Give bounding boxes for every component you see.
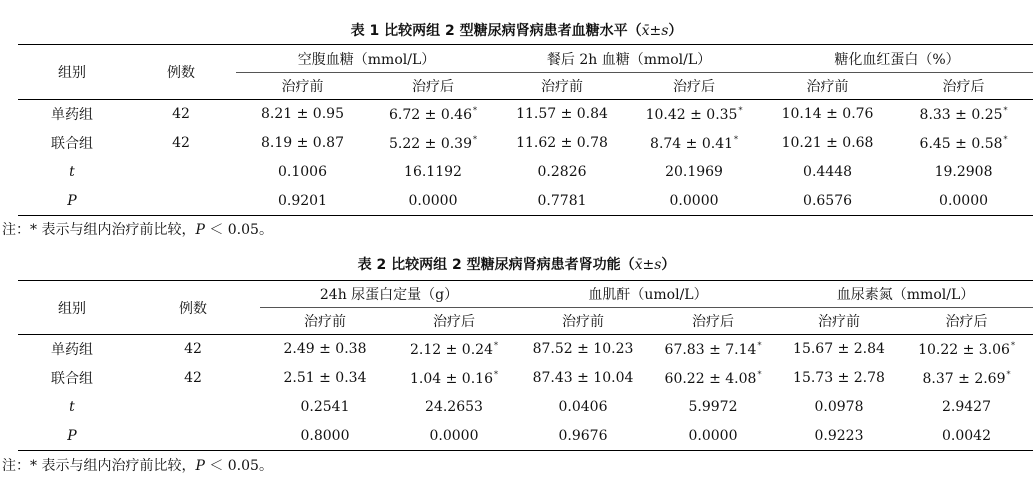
cell-value: 0.4448	[803, 164, 853, 180]
table2-header-count: 例数	[126, 281, 260, 335]
row-count	[126, 393, 260, 422]
cell-value: 0.9201	[278, 192, 327, 209]
table1	[18, 44, 1033, 216]
table-cell	[894, 158, 1033, 187]
cell-value: 15.67 ± 2.84	[793, 341, 885, 358]
cell-value: 0.0406	[558, 399, 608, 415]
table-cell	[894, 187, 1033, 216]
table-cell	[627, 158, 761, 187]
cell-value: 15.73 ± 2.78	[793, 370, 885, 386]
table-cell	[497, 158, 627, 187]
table2-subheader: 治疗后	[433, 314, 475, 330]
table-row	[18, 129, 1033, 158]
row-label: P	[67, 427, 77, 444]
table-cell	[369, 129, 497, 158]
table-cell	[497, 129, 627, 158]
cell-value: 0.0000	[688, 427, 738, 444]
table2-caption-math: x̄±s	[634, 257, 662, 273]
row-count: 42	[172, 135, 190, 151]
table-cell	[369, 158, 497, 187]
row-label: 联合组	[51, 136, 93, 152]
table2-header-metric: 血肌酐（umol/L）	[518, 281, 778, 308]
cell-value: 0.1006	[278, 164, 327, 180]
table-cell	[778, 422, 900, 451]
cell-value: 0.2541	[300, 399, 350, 415]
row-count: 42	[172, 106, 190, 123]
table-cell	[761, 158, 894, 187]
table1-header-group: 组别	[18, 45, 126, 100]
table-cell	[627, 187, 761, 216]
table2-subheader: 治疗前	[304, 314, 346, 330]
table-cell	[648, 422, 778, 451]
table2-caption-text: 表 2 比较两组 2 型糖尿病肾病患者肾功能（	[357, 257, 635, 273]
row-count: 42	[184, 370, 202, 386]
table2-note-p: P	[195, 458, 205, 474]
table2-note-text: 注：* 表示与组内治疗前比较，	[2, 458, 196, 474]
table-cell	[390, 364, 518, 393]
table2-subheader: 治疗后	[945, 314, 988, 330]
table-cell	[236, 187, 369, 216]
row-count: 42	[184, 341, 202, 358]
row-label: 单药组	[51, 107, 93, 124]
table-cell	[390, 335, 518, 364]
significance-marker: *	[473, 134, 477, 144]
table2-body	[18, 335, 1033, 451]
table1-header-metric: 餐后 2h 血糖（mmol/L）	[497, 45, 761, 73]
significance-marker: *	[493, 340, 498, 350]
cell-value: 5.22 ± 0.39	[389, 135, 472, 152]
significance-marker: *	[738, 105, 743, 115]
table1-body	[18, 100, 1033, 216]
table-cell	[761, 100, 894, 129]
cell-value: 2.9427	[942, 399, 991, 415]
cell-value: 0.0000	[939, 192, 989, 209]
significance-marker: *	[1003, 134, 1008, 144]
cell-value: 10.14 ± 0.76	[781, 106, 874, 123]
table-cell	[894, 100, 1033, 129]
table1-subheader: 治疗前	[281, 79, 324, 95]
significance-marker: *	[757, 369, 762, 379]
table-cell	[900, 393, 1033, 422]
table-cell	[518, 364, 648, 393]
cell-value: 0.0000	[408, 192, 458, 209]
table-cell	[627, 129, 761, 158]
cell-value: 8.33 ± 0.25	[919, 106, 1003, 123]
table-row	[18, 187, 1033, 216]
table2-header-group: 组别	[18, 281, 126, 335]
table2	[18, 280, 1033, 451]
row-count	[126, 422, 260, 451]
cell-value: 16.1192	[404, 164, 462, 180]
cell-value: 0.0042	[942, 427, 991, 444]
cell-value: 60.22 ± 4.08	[664, 370, 757, 387]
table-cell	[390, 422, 518, 451]
cell-value: 8.37 ± 2.69	[922, 370, 1006, 387]
table-cell	[369, 100, 497, 129]
table-row	[18, 100, 1033, 129]
table-row	[18, 335, 1033, 364]
cell-value: 5.9972	[688, 399, 738, 415]
significance-marker: *	[473, 105, 477, 115]
table2-note	[2, 457, 273, 475]
cell-value: 87.43 ± 10.04	[532, 370, 634, 386]
table-cell	[518, 393, 648, 422]
table-cell	[497, 100, 627, 129]
cell-value: 87.52 ± 10.23	[532, 341, 634, 358]
table2-subheader: 治疗前	[562, 314, 604, 330]
table-cell	[761, 129, 894, 158]
cell-value: 20.1969	[665, 164, 723, 180]
row-label: 单药组	[51, 342, 93, 359]
table-row	[18, 393, 1033, 422]
cell-value: 10.22 ± 3.06	[918, 341, 1010, 358]
significance-marker: *	[757, 340, 762, 350]
table2-subheader: 治疗后	[692, 314, 734, 330]
table-cell	[648, 364, 778, 393]
cell-value: 2.51 ± 0.34	[283, 370, 367, 386]
table2-header-metric: 24h 尿蛋白定量（g）	[260, 281, 518, 308]
table-row	[18, 158, 1033, 187]
cell-value: 19.2908	[934, 164, 993, 180]
table-cell	[778, 364, 900, 393]
table1-note-p: P	[195, 222, 205, 238]
cell-value: 0.6576	[803, 192, 853, 209]
cell-value: 0.0000	[429, 427, 479, 444]
table-cell	[648, 335, 778, 364]
cell-value: 24.2653	[425, 399, 483, 415]
table-cell	[648, 393, 778, 422]
cell-value: 8.21 ± 0.95	[261, 106, 344, 123]
significance-marker: *	[1003, 105, 1008, 115]
table1-caption	[0, 22, 1033, 40]
cell-value: 6.72 ± 0.46	[389, 106, 472, 123]
table-cell	[778, 335, 900, 364]
table-cell	[627, 100, 761, 129]
table-cell	[518, 335, 648, 364]
table2-subheader: 治疗前	[818, 314, 860, 330]
table1-header-metric: 糖化血红蛋白（%）	[761, 45, 1033, 73]
table-cell	[778, 393, 900, 422]
cell-value: 0.0000	[669, 192, 719, 209]
cell-value: 10.42 ± 0.35	[645, 106, 738, 123]
table1-note-end: ＜ 0.05。	[204, 222, 273, 238]
table-cell	[260, 422, 390, 451]
cell-value: 0.9676	[558, 427, 608, 444]
table-cell	[260, 364, 390, 393]
cell-value: 8.19 ± 0.87	[261, 135, 344, 151]
cell-value: 2.49 ± 0.38	[283, 341, 367, 358]
cell-value: 0.0978	[814, 399, 864, 415]
table-row	[18, 422, 1033, 451]
table-cell	[236, 129, 369, 158]
table1-caption-text: 表 1 比较两组 2 型糖尿病肾病患者血糖水平（	[350, 23, 642, 39]
cell-value: 6.45 ± 0.58	[919, 135, 1003, 152]
significance-marker: *	[1010, 340, 1015, 350]
table-cell	[236, 100, 369, 129]
row-label: P	[67, 192, 77, 209]
significance-marker: *	[493, 369, 498, 379]
cell-value: 0.7781	[537, 192, 587, 209]
table2-note-end: ＜ 0.05。	[204, 458, 273, 474]
table1-note	[2, 221, 273, 239]
table-cell	[260, 393, 390, 422]
cell-value: 67.83 ± 7.14	[664, 341, 757, 358]
cell-value: 11.62 ± 0.78	[516, 135, 608, 151]
cell-value: 8.74 ± 0.41	[650, 135, 734, 152]
table1-subheader: 治疗后	[942, 79, 985, 95]
table-cell	[518, 422, 648, 451]
table1-subheader: 治疗前	[541, 79, 584, 95]
row-count	[126, 187, 236, 216]
table-cell	[260, 335, 390, 364]
row-label: t	[69, 164, 75, 180]
cell-value: 0.9223	[814, 427, 864, 444]
table1-caption-math: x̄±s	[641, 23, 669, 39]
significance-marker: *	[734, 134, 739, 144]
table1-header-count: 例数	[126, 45, 236, 100]
table1-subheader: 治疗后	[673, 79, 716, 95]
table1-note-text: 注：* 表示与组内治疗前比较，	[2, 222, 196, 238]
table1-header-metric: 空腹血糖（mmol/L）	[236, 45, 497, 73]
table-row	[18, 364, 1033, 393]
row-count	[126, 158, 236, 187]
table-cell	[761, 187, 894, 216]
table-cell	[369, 187, 497, 216]
table-cell	[900, 422, 1033, 451]
table-cell	[390, 393, 518, 422]
table2-header-metric: 血尿素氮（mmol/L）	[778, 281, 1033, 308]
table2-caption	[0, 256, 1033, 274]
table1-caption-end: ）	[668, 23, 683, 39]
significance-marker: *	[1006, 369, 1011, 379]
table1-subheader: 治疗前	[806, 79, 849, 95]
table-cell	[497, 187, 627, 216]
cell-value: 0.2826	[537, 164, 587, 180]
cell-value: 2.12 ± 0.24	[410, 341, 493, 358]
table2-caption-end: ）	[661, 257, 676, 273]
table-cell	[900, 335, 1033, 364]
row-label: 联合组	[51, 371, 93, 387]
cell-value: 10.21 ± 0.68	[781, 135, 874, 151]
cell-value: 1.04 ± 0.16	[410, 370, 493, 387]
row-label: t	[69, 399, 75, 415]
cell-value: 11.57 ± 0.84	[516, 106, 608, 123]
table-cell	[236, 158, 369, 187]
table-cell	[894, 129, 1033, 158]
cell-value: 0.8000	[300, 427, 350, 444]
table1-subheader: 治疗后	[412, 79, 454, 95]
table-cell	[900, 364, 1033, 393]
